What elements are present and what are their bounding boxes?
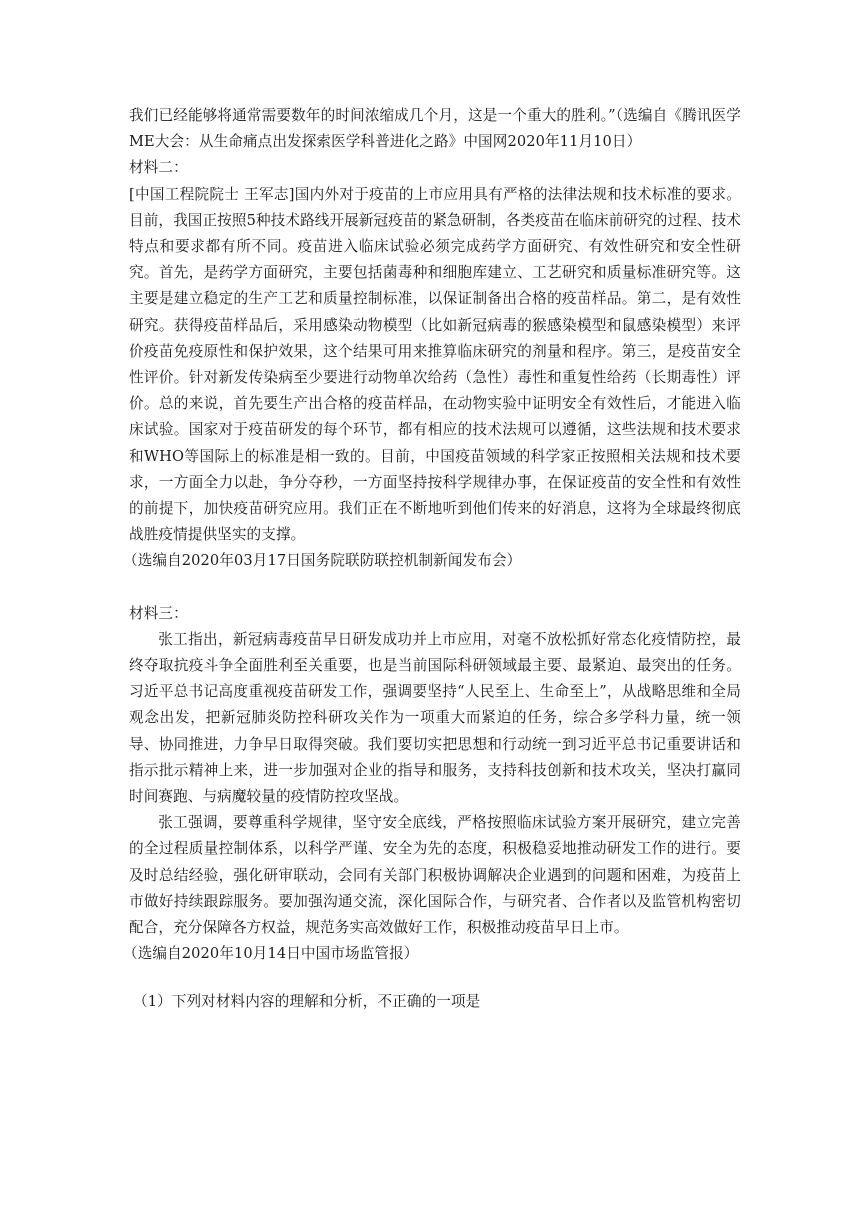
question-1: （1）下列对材料内容的理解和分析，不正确的一项是 <box>133 992 481 1010</box>
material-2-body: [中国工程院院士 王军志]国内外对于疫苗的上市应用具有严格的法律法规和技术标准的要求。目前，我国正按照5种技术路线开展新冠疫苗的紧急研制，各类疫苗在临床前研究的过程、技术特点和要求都有所不同。疫苗进入临床试验必须完成药学方面研究、有效性研究和安全性研究。首先，是药学方面研究，主要包括菌毒种和细胞库建立、工艺研究和质量标准研究等。这主要是建立稳定的生产工艺和质量控制标准，以保证制备出合格的疫苗样品。第二，是有效性研究。获得疫苗样品后，采用感染动物模型（比如新冠病毒的猴感染模型和鼠感染模型）来评价疫苗免疫原性和保护效果，这个结果可用来推算临床研究的剂量和程序。第三，是疫苗安全性评价。针对新发传染病至少要进行动物单次给药（急性）毒性和重复性给药（长期毒性）评价。总的来说，首先要生产出合格的疫苗样品，在动物实验中证明安全有效性后，才能进入临床试验。国家对于疫苗研发的每个环节，都有相应的技术法规可以遵循，这些法规和技术要求和WHO等国际上的标准是相一致的。目前，中国疫苗领域的科学家正按照相关法规和技术要求，一方面全力以赴，争分夺秒，一方面坚持按科学规律办事，在保证疫苗的安全性和有效性的前提下，加快疫苗研究应用。我们正在不断地听到他们传来的好消息，这将为全球最终彻底战胜疫情提供坚实的支撑。 <box>129 185 741 544</box>
material-2-source: （选编自2020年03月17日国务院联防联控机制新闻发布会） <box>123 552 522 570</box>
material-3-paragraph-1: 张工指出，新冠病毒疫苗早日研发成功并上市应用，对毫不放松抓好常态化疫情防控，最终夺取抗疫斗争全面胜利至关重要，也是当前国际科研领域最主要、最紧迫、最突出的任务。习近平总书记高度重视疫苗研发工作，强调要坚持“人民至上、生命至上”，从战略思维和全局观念出发，把新冠肺炎防控科研攻关作为一项重大而紧迫的任务，综合多学科力量，统一领导、协同推进，力争早日取得突破。我们要切实把思想和行动统一到习近平总书记重要讲话和指示批示精神上来，进一步加强对企业的指导和服务，支持科技创新和技术攻关，坚决打赢同时间赛跑、与病魔较量的疫情防控攻坚战。 <box>129 630 741 806</box>
material-3-paragraph-2: 张工强调，要尊重科学规律，坚守安全底线，严格按照临床试验方案开展研究，建立完善的全过程质量控制体系，以科学严谨、安全为先的态度，积极稳妥地推动研发工作的进行。要及时总结经验，强化研审联动，会同有关部门积极协调解决企业遇到的问题和困难，为疫苗上市做好持续跟踪服务。要加强沟通交流，深化国际合作，与研究者、合作者以及监管机构密切配合，充分保障各方权益，规范务实高效做好工作，积极推动疫苗早日上市。 <box>129 814 741 937</box>
section-spacer <box>129 968 741 989</box>
material-3-source: （选编自2020年10月14日中国市场监管报） <box>123 945 419 963</box>
material-3-heading: 材料三： <box>129 604 188 622</box>
section-spacer <box>129 575 741 601</box>
material-2-heading: 材料二： <box>129 159 188 177</box>
document-body <box>123 103 741 1015</box>
intro-continuation: 我们已经能够将通常需要数年的时间浓缩成几个月，这是一个重大的胜利。”（选编自《腾讯医学ME大会：从生命痛点出发探索医学科普进化之路》中国网2020年11月10日） <box>129 107 741 151</box>
